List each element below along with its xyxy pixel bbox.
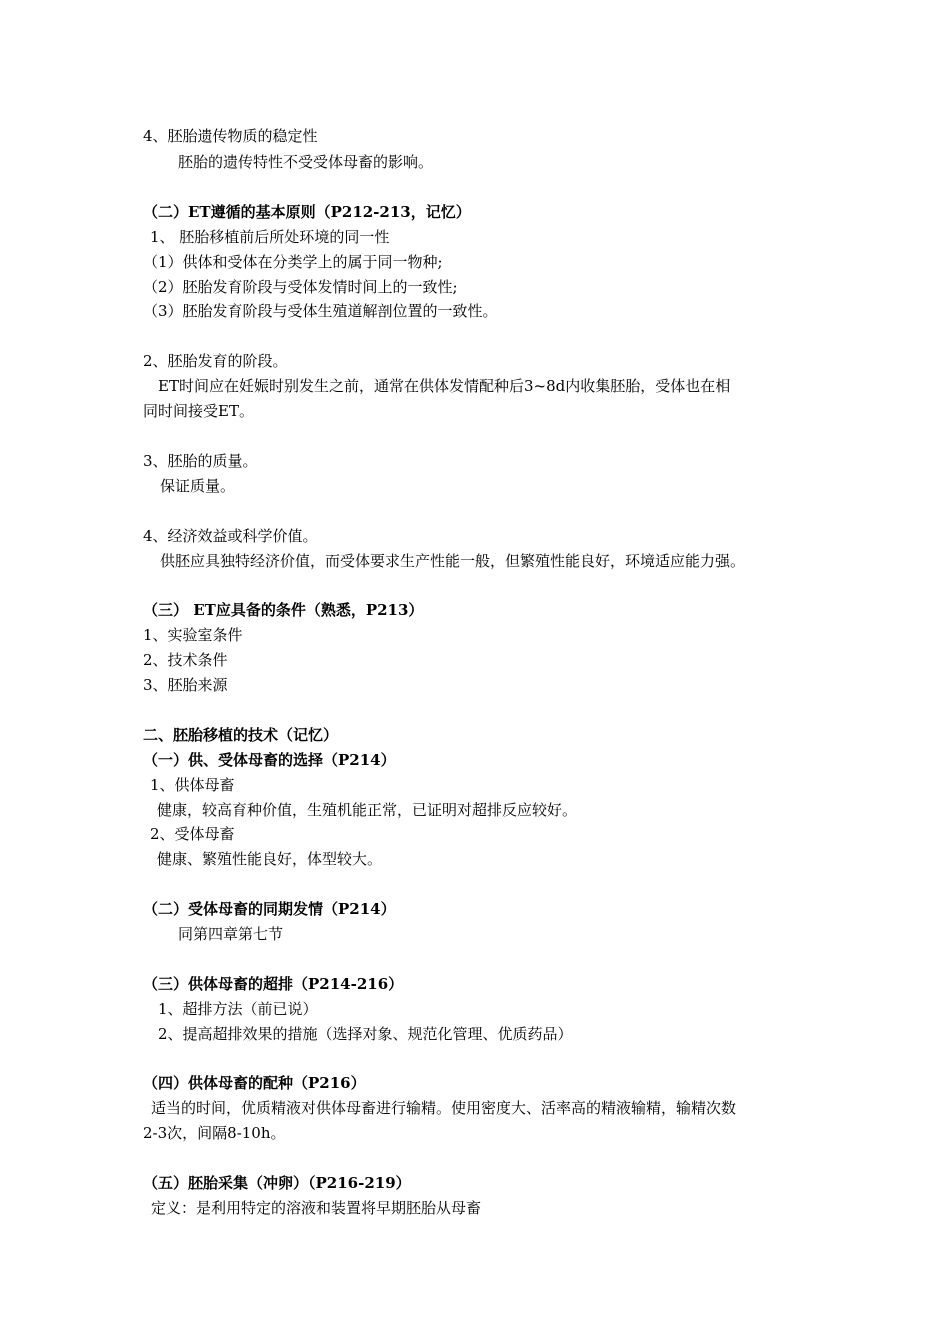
section-heading: （二）ET遵循的基本原则（P212-213，记忆） [143,203,471,221]
paragraph: 胚胎的遗传特性不受受体母畜的影响。 [178,153,434,171]
paragraph: 适当的时间，优质精液对供体母畜进行输精。使用密度大、活率高的精液输精，输精次数 [151,1099,737,1117]
list-item: 2、技术条件 [143,651,228,669]
list-item: 1、超排方法（前已说） [158,1000,318,1018]
list-item: （3）胚胎发育阶段与受体生殖道解剖位置的一致性。 [143,302,498,320]
subsection-heading: 2、胚胎发育的阶段。 [143,352,288,370]
list-item: 1、 胚胎移植前后所处环境的同一性 [150,228,390,246]
subsection-heading: 3、胚胎的质量。 [143,452,258,470]
list-item: 2、提高超排效果的措施（选择对象、规范化管理、优质药品） [158,1025,573,1043]
paragraph: 供胚应具独特经济价值，而受体要求生产性能一般，但繁殖性能良好，环境适应能力强。 [160,552,746,570]
section-heading: （一）供、受体母畜的选择（P214） [143,751,396,769]
section-heading: （三） ET应具备的条件（熟悉，P213） [143,601,424,619]
section-heading: （二）受体母畜的同期发情（P214） [143,900,396,918]
paragraph: 健康、繁殖性能良好，体型较大。 [157,850,383,868]
chapter-heading: 二、胚胎移植的技术（记忆） [143,726,339,744]
subsection-heading: 4、胚胎遗传物质的稳定性 [143,127,318,145]
list-item: 1、实验室条件 [143,626,243,644]
subsection-heading: 4、经济效益或科学价值。 [143,527,318,545]
paragraph: 同第四章第七节 [178,925,284,943]
list-item: 3、胚胎来源 [143,676,228,694]
section-heading: （三）供体母畜的超排（P214-216） [143,975,404,993]
section-heading: （四）供体母畜的配种（P216） [143,1074,366,1092]
paragraph: 保证质量。 [160,477,236,495]
list-item: （2）胚胎发育阶段与受体发情时间上的一致性; [143,278,458,296]
list-item: 2、受体母畜 [150,825,235,843]
paragraph: 健康，较高育种价值，生殖机能正常，已证明对超排反应较好。 [157,801,578,819]
paragraph: ET时间应在妊娠时别发生之前，通常在供体发情配种后3~8d内收集胚胎，受体也在相 [158,377,731,395]
paragraph: 定义：是利用特定的溶液和装置将早期胚胎从母畜 [151,1199,482,1217]
paragraph: 2-3次，间隔8-10h。 [143,1124,286,1142]
section-heading: （五）胚胎采集（冲卵）（P216-219） [143,1174,411,1192]
paragraph: 同时间接受ET。 [143,402,254,420]
list-item: （1）供体和受体在分类学上的属于同一物种; [143,253,443,271]
list-item: 1、供体母畜 [150,776,235,794]
